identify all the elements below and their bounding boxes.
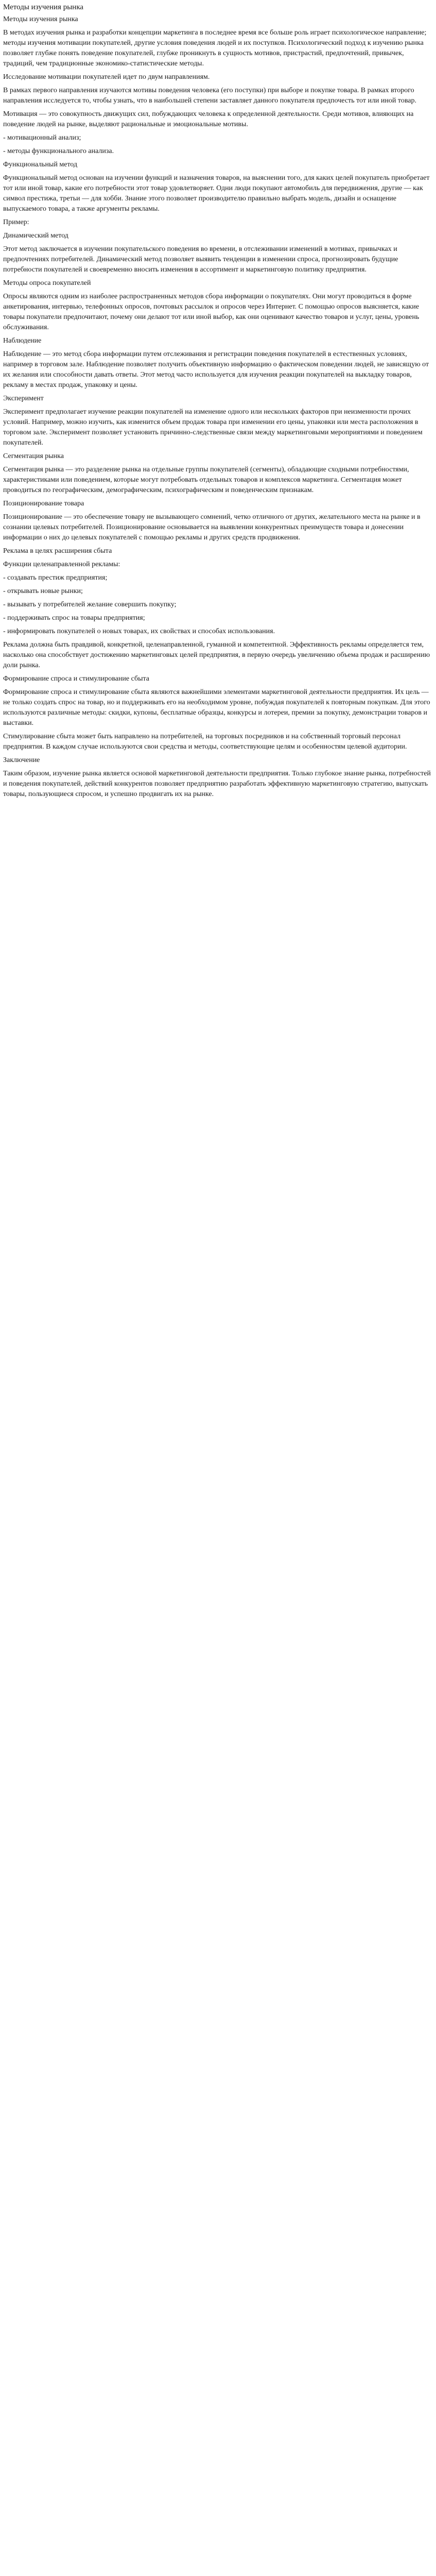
paragraph: - информировать покупателей о новых товарах, их свойствах и способах использования.	[3, 628, 275, 635]
paragraph: Позиционирование — это обеспечение товару не вызывающего сомнений, четко отличного от других, желательного места на рынке и в сознании целевых потребителей. Позиционирование основывается на выявлении конкурентных преимуществ товара и донесении информации о них до целевых покупателей с помощью рекламы и других средств продвижения.	[3, 513, 421, 541]
paragraph: Исследование мотивации покупателей идет по двум направлениям.	[3, 73, 210, 81]
paragraph: Наблюдение — это метод сбора информации путем отслеживания и регистрации поведения покупателей в естественных условиях, например в торговом зале. Наблюдение позволяет получить объективную информацию о фактическом поведении людей, не зависящую от их желания или способности давать ответы. Этот метод часто используется для изучения реакции покупателей на выкладку товаров, рекламу в местах продаж, упаковку и цены.	[3, 350, 429, 389]
paragraph: - открывать новые рынки;	[3, 587, 83, 595]
paragraph: Сегментация рынка	[3, 452, 64, 460]
paragraph: Стимулирование сбыта может быть направлено на потребителей, на торговых посредников и на собственный торговый персонал предприятия. В каждом случае используются свои средства и методы, соответствующие целям и особенностям целевой аудитории.	[3, 733, 407, 751]
paragraph: Пример:	[3, 218, 29, 226]
paragraph: - вызывать у потребителей желание совершить покупку;	[3, 601, 177, 608]
paragraph: Функциональный метод	[3, 161, 78, 168]
paragraph: Формирование спроса и стимулирование сбыта	[3, 675, 149, 683]
paragraph: Динамический метод	[3, 232, 68, 240]
paragraph: Реклама должна быть правдивой, конкретной, целенаправленной, гуманной и компетентной. Эффективность рекламы определяется тем, насколько она способствует достижению маркетинговых целей предприятия, в первую очередь увеличению объема продаж и расширению доли рынка.	[3, 641, 430, 669]
paragraph: Позиционирование товара	[3, 500, 84, 507]
paragraph: Методы опроса покупателей	[3, 279, 91, 287]
paragraph: Опросы являются одним из наиболее распространенных методов сбора информации о покупателях. Они могут проводиться в форме анкетирования, интервью, телефонных опросов, почтовых рассылок и опросов через Интернет. С помощью опросов выясняется, какие товары покупатели предпочитают, почему они делают тот или иной выбор, как они оценивают качество товаров и услуг, цены, уровень обслуживания.	[3, 293, 420, 331]
paragraph: - мотивационный анализ;	[3, 134, 81, 142]
paragraph: Сегментация рынка — это разделение рынка на отдельные группы покупателей (сегменты), обладающие сходными потребностями, характеристиками или поведением, которые могут потребовать отдельных товаров и комплексов маркетинга. Сегментация может проводиться по географическим, демографическим, психографическим и поведенческим признакам.	[3, 466, 409, 494]
paragraph: Функциональный метод основан на изучении функций и назначения товаров, на выяснении того, для каких целей покупатель приобретает тот или иной товар, какие его потребности этот товар удовлетворяет. Одни люди покупают автомобиль для передвижения, другие — как символ престижа, третьи — для хобби. Знание этого позволяет производителю правильно выбрать модель, дизайн и оснащение выпускаемого товара, а также аргументы рекламы.	[3, 174, 430, 213]
paragraph: Эксперимент предполагает изучение реакции покупателей на изменение одного или нескольких факторов при неизменности прочих условий. Например, можно изучить, как изменится объем продаж товара при изменении его цены, упаковки или места расположения в торговом зале. Эксперимент позволяет установить причинно-следственные связи между маркетинговыми мероприятиями и поведением покупателей.	[3, 408, 423, 447]
paragraph: В рамках первого направления изучаются мотивы поведения человека (его поступки) при выборе и покупке товара. В рамках второго направления исследуется то, чтобы узнать, что в наибольшей степени заставляет данного покупателя предпочесть тот или иной товар.	[3, 87, 416, 105]
paragraph: Таким образом, изучение рынка является основой маркетинговой деятельности предприятия. Только глубокое знание рынка, потребностей и поведения покупателей, действий конкурентов позволяет предприятию разработать эффективную маркетинговую стратегию, выпускать товары, пользующиеся спросом, и успешно продвигать их на рынке.	[3, 770, 431, 798]
paragraph: Методы изучения рынка	[3, 15, 78, 23]
paragraph: Наблюдение	[3, 337, 42, 345]
paragraph: Мотивация — это совокупность движущих сил, побуждающих человека к определенной деятельности. Среди мотивов, влияющих на поведение людей на рынке, выделяют рациональные и эмоциональные мотивы.	[3, 110, 414, 128]
paragraph: Заключение	[3, 756, 40, 764]
paragraph: - создавать престиж предприятия;	[3, 574, 108, 582]
paragraph: - методы функционального анализа.	[3, 147, 114, 155]
paragraph: Эксперимент	[3, 395, 44, 402]
paragraph: Функции целенаправленной рекламы:	[3, 561, 120, 568]
page-title: Методы изучения рынка	[3, 3, 84, 11]
paragraph: Этот метод заключается в изучении покупательского поведения во времени, в отслеживании изменений в мотивах, привычках и предпочтениях потребителей. Динамический метод позволяет выявить тенденции в изменении спроса, прогнозировать будущие потребности покупателей и своевременно вносить изменения в ассортимент и маркетинговую политику предприятия.	[3, 245, 398, 274]
paragraph: Формирование спроса и стимулирование сбыта являются важнейшими элементами маркетинговой деятельности предприятия. Их цель — не только создать спрос на товар, но и поддерживать его на необходимом уровне, побуждая покупателей к повторным покупкам. Для этого используются различные методы: скидки, купоны, бесплатные образцы, конкурсы и лотереи, премии за покупку, демонстрации товаров и выставки.	[3, 688, 430, 727]
paragraph: В методах изучения рынка и разработки концепции маркетинга в последнее время все больше роль играет психологическое направление; методы изучения мотивации покупателей, другие условия поведения людей и их поступков. Психологический подход к изучению рынка позволяет глубже понять поведение покупателей, глубже проникнуть в сущность мотивов, пристрастий, предпочтений, привычек, традиций, чем традиционные экономико-статистические методы.	[3, 29, 427, 67]
document-body	[3, 14, 433, 800]
paragraph: Реклама в целях расширения сбыта	[3, 547, 112, 555]
paragraph: - поддерживать спрос на товары предприятия;	[3, 614, 145, 622]
